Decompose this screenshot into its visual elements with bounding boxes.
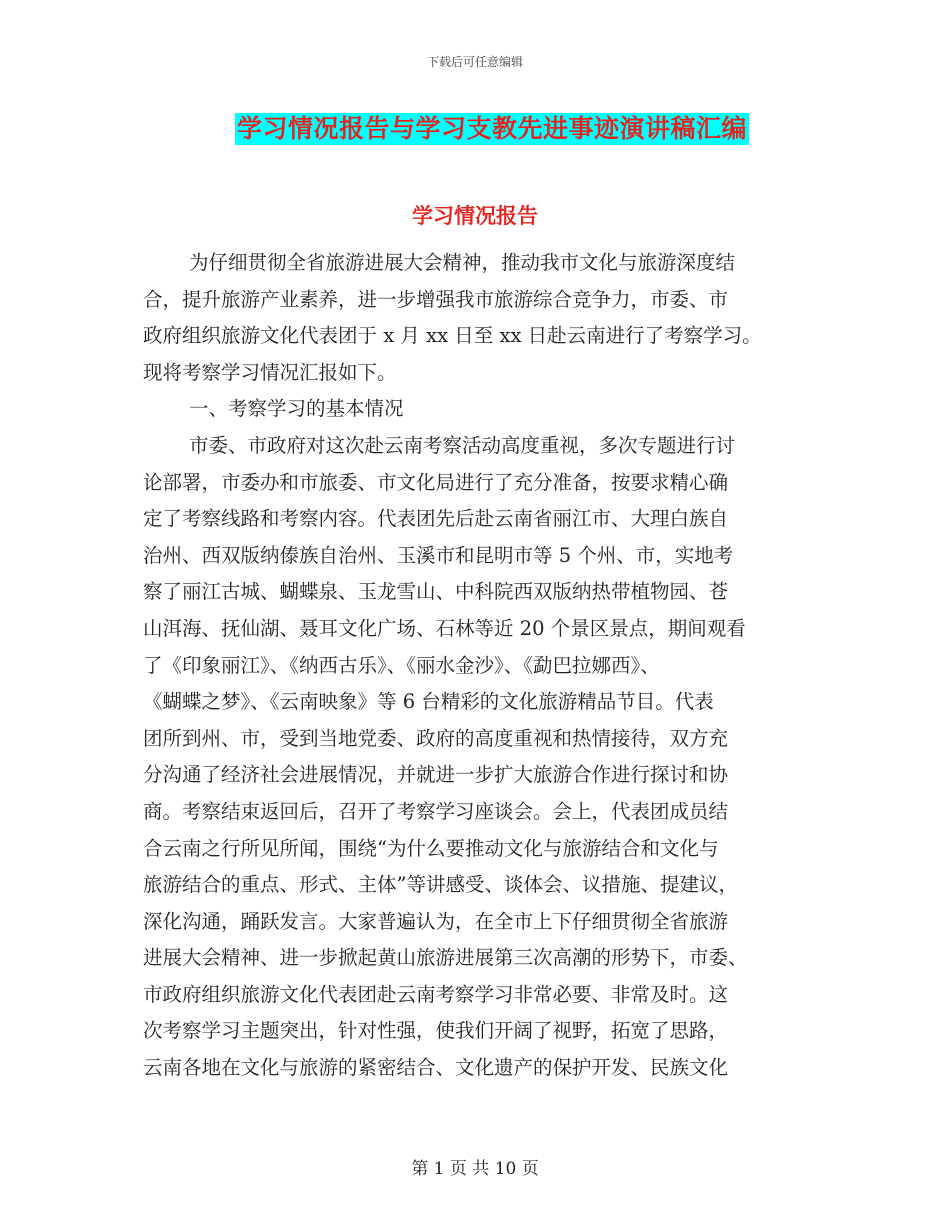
- paragraph-line: 进展大会精神、进一步掀起黄山旅游进展第三次高潮的形势下，市委、: [143, 946, 748, 970]
- paragraph-line: 现将考察学习情况汇报如下。: [143, 360, 397, 384]
- paragraph-line: 次考察学习主题突出，针对性强，使我们开阔了视野，拓宽了思路，: [143, 1019, 729, 1043]
- paragraph-line: 了《印象丽江》、《纳西古乐》、《丽水金沙》、《勐巴拉娜西》、: [143, 653, 660, 677]
- page-number-footer: 第 1 页 共 10 页: [411, 1159, 539, 1179]
- paragraph-line: 旅游结合的重点、形式、主体”等讲感受、谈体会、议措施、提建议，: [143, 873, 738, 897]
- paragraph-line: 《蝴蝶之梦》、《云南映象》等 6 台精彩的文化旅游精品节目。代表: [143, 690, 714, 714]
- paragraph-line: 察了丽江古城、蝴蝶泉、玉龙雪山、中科院西双版纳热带植物园、苍: [143, 580, 729, 604]
- paragraph-line: 定了考察线路和考察内容。代表团先后赴云南省丽江市、大理白族自: [143, 507, 729, 531]
- paragraph-line: 政府组织旅游文化代表团于 x 月 xx 日至 xx 日赴云南进行了考察学习。: [143, 324, 762, 348]
- paragraph-line: 市委、市政府对这次赴云南考察活动高度重视，多次专题进行讨: [189, 433, 736, 457]
- section-title: 学习情况报告: [412, 203, 538, 228]
- paragraph-line: 分沟通了经济社会进展情况，并就进一步扩大旅游合作进行探讨和协: [143, 763, 729, 787]
- paragraph-line: 商。考察结束返回后，召开了考察学习座谈会。会上，代表团成员结: [143, 799, 729, 823]
- paragraph-line: 治州、西双版纳傣族自治州、玉溪市和昆明市等 5 个州、市，实地考: [143, 543, 734, 567]
- paragraph-line: 市政府组织旅游文化代表团赴云南考察学习非常必要、非常及时。这: [143, 982, 729, 1006]
- paragraph-line: 深化沟通，踊跃发言。大家普遍认为，在全市上下仔细贯彻全省旅游: [143, 909, 729, 933]
- paragraph-line: 合，提升旅游产业素养，进一步增强我市旅游综合竞争力，市委、市: [143, 287, 729, 311]
- paragraph-line: 合云南之行所见所闻，围绕“为什么要推动文化与旅游结合和文化与: [143, 836, 719, 860]
- section-heading-line: 一、考察学习的基本情况: [189, 397, 404, 421]
- document-title: 学习情况报告与学习支教先进事迹演讲稿汇编: [237, 114, 748, 143]
- header-note: 下载后可任意编辑: [426, 55, 523, 69]
- paragraph-line: 团所到州、市，受到当地党委、政府的高度重视和热情接待，双方充: [143, 726, 729, 750]
- paragraph-line: 论部署，市委办和市旅委、市文化局进行了充分准备，按要求精心确: [143, 470, 729, 494]
- paragraph-line: 山洱海、抚仙湖、聂耳文化广场、石林等近 20 个景区景点，期间观看: [143, 616, 746, 640]
- paragraph-line: 为仔细贯彻全省旅游进展大会精神，推动我市文化与旅游深度结: [189, 251, 736, 274]
- paragraph-line: 云南各地在文化与旅游的紧密结合、文化遗产的保护开发、民族文化: [143, 1056, 729, 1080]
- body-text: [143, 245, 807, 1087]
